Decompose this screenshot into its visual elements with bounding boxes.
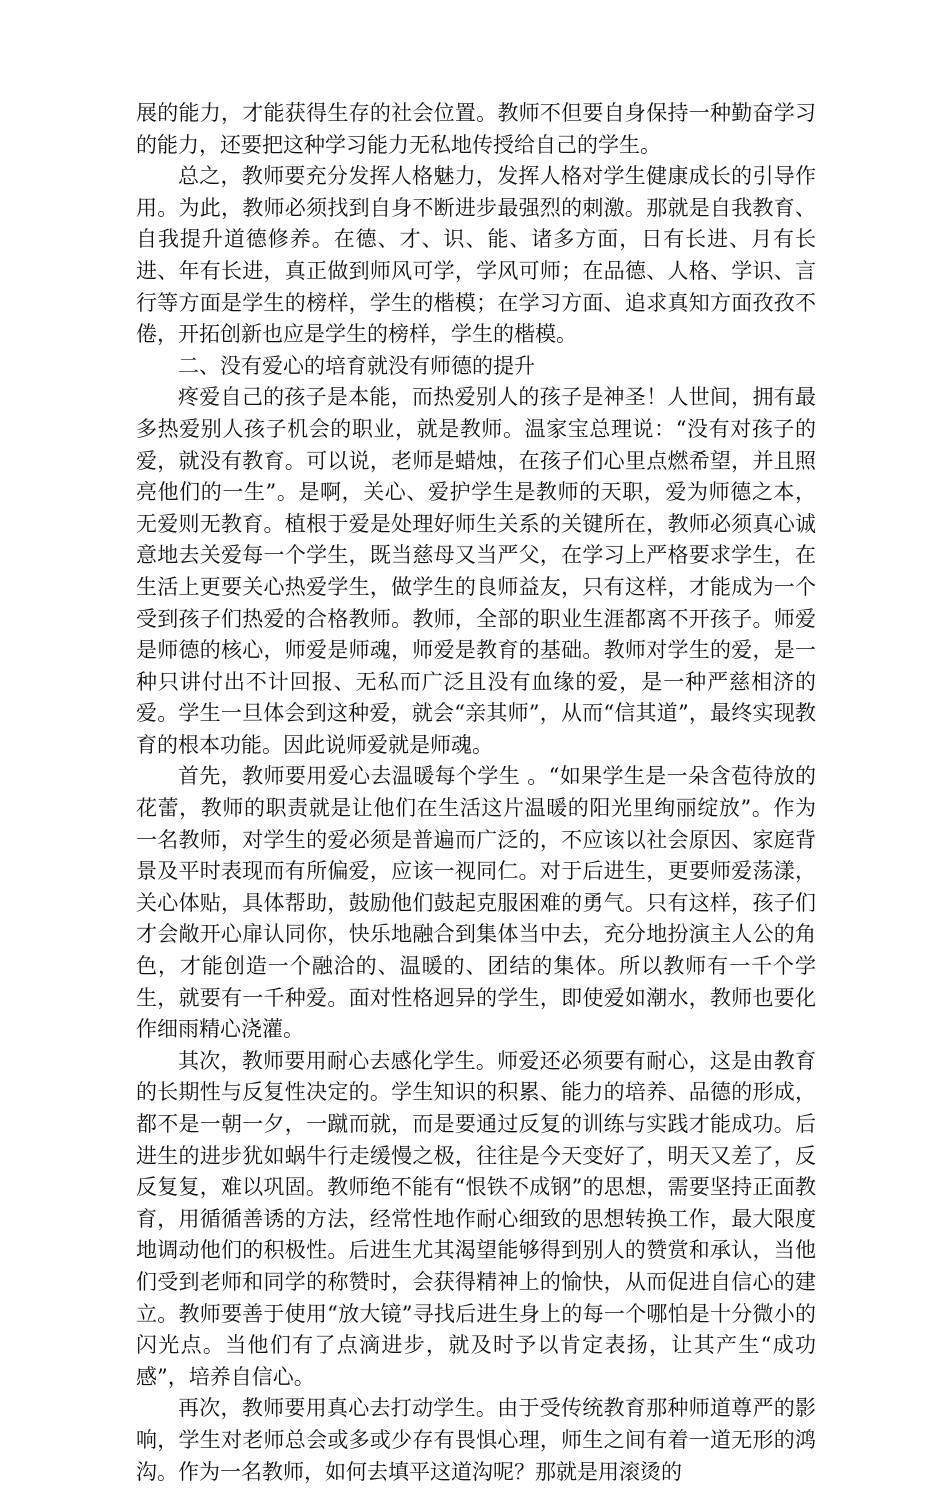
section-heading: 二、没有爱心的培育就没有师德的提升: [178, 353, 535, 378]
paragraph-summary: 总之，教师要充分发挥人格魅力，发挥人格对学生健康成长的引导作用。为此，教师必须找到自身不断进步最强烈的刺激。那就是自我教育、自我提升道德修养。在德、才、识、能、诸多方面，日有长进、月有长进、年有长进，真正做到师风可学，学风可师；在品德、人格、学识、言行等方面是学生的榜样，学生的楷模；在学习方面、追求真知方面孜孜不倦，开拓创新也应是学生的榜样，学生的楷模。: [136, 164, 816, 347]
paragraph-love-intro: 疼爱自己的孩子是本能，而热爱别人的孩子是神圣！人世间，拥有最多热爱别人孩子机会的职业，就是教师。温家宝总理说：“没有对孩子的爱，就没有教育。可以说，老师是蜡烛，在孩子们心里点燃希望，并且照亮他们的一生”。是啊，关心、爱护学生是教师的天职，爱为师德之本，无爱则无教育。植根于爱是处理好师生关系的关键所在，教师必须真心诚意地去关爱每一个学生，既当慈母又当严父，在学习上严格要求学生，在生活上更要关心热爱学生，做学生的良师益友，只有这样，才能成为一个受到孩子们热爱的合格教师。教师，全部的职业生涯都离不开孩子。师爱是师德的核心，师爱是师魂，师爱是教育的基础。教师对学生的爱，是一种只讲付出不计回报、无私而广泛且没有血缘的爱，是一种严慈相济的爱。学生一旦体会到这种爱，就会“亲其师”，从而“信其道”，最终实现教育的根本功能。因此说师爱就是师魂。: [136, 385, 816, 757]
paragraph-second: 其次，教师要用耐心去感化学生。师爱还必须要有耐心，这是由教育的长期性与反复性决定的。学生知识的积累、能力的培养、品德的形成，都不是一朝一夕，一蹴而就，而是要通过反复的训练与实践才能成功。后进生的进步犹如蜗牛行走缓慢之极，往往是今天变好了，明天又差了，反反复复，难以巩固。教师绝不能有“恨铁不成钢”的思想，需要坚持正面教育，用循循善诱的方法，经常性地作耐心细致的思想转换工作，最大限度地调动他们的积极性。后进生尤其渴望能够得到别人的赞赏和承认，当他们受到老师和同学的称赞时，会获得精神上的愉快，从而促进自信心的建立。教师要善于使用“放大镜”寻找后进生身上的每一个哪怕是十分微小的闪光点。当他们有了点滴进步，就及时予以肯定表扬，让其产生“成功感”，培养自信心。: [136, 1048, 816, 1389]
paragraph-continued: 展的能力，才能获得生存的社会位置。教师不但要自身保持一种勤奋学习的能力，还要把这种学习能力无私地传授给自己的学生。: [136, 101, 816, 157]
paragraph-first: 首先，教师要用爱心去温暖每个学生 。“如果学生是一朵含苞待放的花蕾，教师的职责就是让他们在生活这片温暖的阳光里绚丽绽放”。作为一名教师，对学生的爱必须是普遍而广泛的，不应该以社会原因、家庭背景及平时表现而有所偏爱，应该一视同仁。对于后进生，更要师爱荡漾，关心体贴，具体帮助，鼓励他们鼓起克服困难的勇气。只有这样，孩子们才会敞开心扉认同你，快乐地融合到集体当中去，充分地扮演主人公的角色，才能创造一个融洽的、温暖的、团结的集体。所以教师有一千个学生，就要有一千种爱。面对性格迥异的学生，即使爱如潮水，教师也要化作细雨精心浇灌。: [136, 764, 816, 1042]
paragraph-third: 再次，教师要用真心去打动学生。由于受传统教育那种师道尊严的影响，学生对老师总会或多或少存有畏惧心理，师生之间有着一道无形的鸿沟。作为一名教师，如何去填平这道沟呢？那就是用滚烫的: [136, 1396, 816, 1484]
document-page: [136, 98, 816, 1488]
